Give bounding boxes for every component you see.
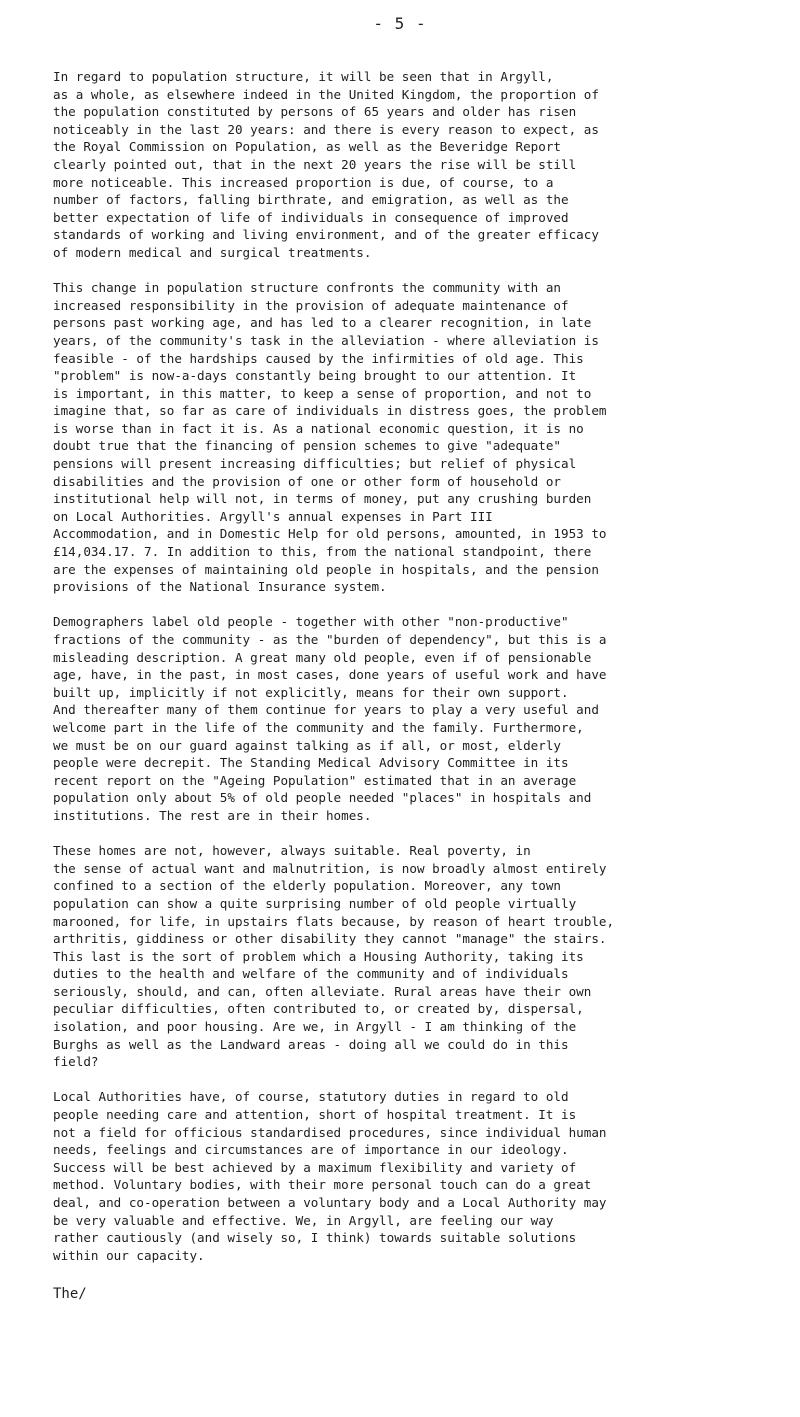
text-line: Local Authorities have, of course, statutory duties in regard to old bbox=[53, 1089, 569, 1105]
catchword: The/ bbox=[53, 1285, 87, 1302]
text-line: This change in population structure confronts the community with an bbox=[53, 280, 561, 296]
text-line: as a whole, as elsewhere indeed in the United Kingdom, the proportion of bbox=[53, 86, 599, 102]
text-line: noticeably in the last 20 years: and there is every reason to expect, as bbox=[53, 121, 599, 137]
text-line: isolation, and poor housing. Are we, in Argyll - I am thinking of the bbox=[53, 1019, 577, 1035]
text-line: Accommodation, and in Domestic Help for old persons, amounted, in 1953 to bbox=[53, 526, 607, 542]
text-line: misleading description. A great many old people, even if of pensionable bbox=[53, 649, 592, 665]
paragraph-gap bbox=[53, 262, 773, 280]
paragraph-gap bbox=[53, 825, 773, 843]
text-line: population can show a quite surprising number of old people virtually bbox=[53, 895, 577, 911]
text-line: Demographers label old people - together with other "non-productive" bbox=[53, 614, 569, 630]
text-line: more noticeable. This increased proportion is due, of course, to a bbox=[53, 174, 554, 190]
text-line: marooned, for life, in upstairs flats because, by reason of heart trouble, bbox=[53, 913, 615, 929]
page-number: - 5 - bbox=[373, 14, 427, 33]
text-line: field? bbox=[53, 1054, 99, 1070]
text-line: peculiar difficulties, often contributed to, or created by, dispersal, bbox=[53, 1001, 584, 1017]
text-line: people were decrepit. The Standing Medical Advisory Committee in its bbox=[53, 755, 569, 771]
text-line: rather cautiously (and wisely so, I think) towards suitable solutions bbox=[53, 1230, 577, 1246]
text-line: And thereafter many of them continue for years to play a very useful and bbox=[53, 702, 599, 718]
text-line: standards of working and living environment, and of the greater efficacy bbox=[53, 227, 599, 243]
text-line: be very valuable and effective. We, in Argyll, are feeling our way bbox=[53, 1212, 554, 1228]
text-line: imagine that, so far as care of individuals in distress goes, the problem bbox=[53, 403, 607, 419]
paragraph bbox=[53, 613, 773, 824]
text-line: fractions of the community - as the "burden of dependency", but this is a bbox=[53, 632, 607, 647]
text-line: within our capacity. bbox=[53, 1247, 205, 1263]
text-line: number of factors, falling birthrate, and emigration, as well as the bbox=[53, 192, 569, 208]
text-line: Success will be best achieved by a maximum flexibility and variety of bbox=[53, 1159, 577, 1175]
text-line: seriously, should, and can, often alleviate. Rural areas have their own bbox=[53, 983, 592, 999]
paragraph bbox=[53, 842, 773, 1071]
body-text bbox=[53, 68, 773, 1306]
text-line: These homes are not, however, always suitable. Real poverty, in bbox=[53, 843, 531, 859]
text-line: pensions will present increasing difficulties; but relief of physical bbox=[53, 456, 577, 472]
text-line: method. Voluntary bodies, with their more personal touch can do a great bbox=[53, 1177, 592, 1193]
text-line: better expectation of life of individuals in consequence of improved bbox=[53, 209, 569, 225]
text-line: £14,034.17. 7. In addition to this, from the national standpoint, there bbox=[53, 544, 592, 560]
text-line: of modern medical and surgical treatments. bbox=[53, 244, 372, 260]
text-line: clearly pointed out, that in the next 20 years the rise will be still bbox=[53, 156, 577, 172]
text-line: persons past working age, and has led to a clearer recognition, in late bbox=[53, 315, 592, 331]
text-line: age, have, in the past, in most cases, done years of useful work and have bbox=[53, 667, 607, 683]
paragraph-gap bbox=[53, 1264, 773, 1282]
text-line: needs, feelings and circumstances are of importance in our ideology. bbox=[53, 1142, 569, 1158]
text-line: years, of the community's task in the alleviation - where alleviation is bbox=[53, 332, 599, 348]
text-line: provisions of the National Insurance system. bbox=[53, 579, 387, 595]
text-line: is worse than in fact it is. As a national economic question, it is no bbox=[53, 420, 584, 436]
text-line: confined to a section of the elderly population. Moreover, any town bbox=[53, 878, 561, 894]
text-line: we must be on our guard against talking as if all, or most, elderly bbox=[53, 737, 561, 753]
text-line: increased responsibility in the provision of adequate maintenance of bbox=[53, 297, 569, 313]
text-line: welcome part in the life of the community and the family. Furthermore, bbox=[53, 719, 584, 735]
text-line: people needing care and attention, short of hospital treatment. It is bbox=[53, 1107, 577, 1123]
paragraph-gap bbox=[53, 1071, 773, 1089]
text-line: doubt true that the financing of pension schemes to give "adequate" bbox=[53, 438, 561, 454]
text-line: In regard to population structure, it will be seen that in Argyll, bbox=[53, 69, 554, 84]
text-line: "problem" is now-a-days constantly being brought to our attention. It bbox=[53, 368, 577, 384]
text-line: Burghs as well as the Landward areas - doing all we could do in this bbox=[53, 1036, 569, 1052]
text-line: arthritis, giddiness or other disability they cannot "manage" the stairs. bbox=[53, 931, 607, 947]
text-line: feasible - of the hardships caused by the infirmities of old age. This bbox=[53, 350, 584, 366]
paragraph-gap bbox=[53, 596, 773, 614]
text-line: population only about 5% of old people needed "places" in hospitals and bbox=[53, 790, 592, 806]
text-line: on Local Authorities. Argyll's annual expenses in Part III bbox=[53, 508, 493, 524]
text-line: are the expenses of maintaining old people in hospitals, and the pension bbox=[53, 561, 599, 577]
text-line: institutions. The rest are in their homes. bbox=[53, 807, 372, 823]
paragraph bbox=[53, 279, 773, 596]
text-line: recent report on the "Ageing Population" estimated that in an average bbox=[53, 772, 577, 788]
text-line: disabilities and the provision of one or other form of household or bbox=[53, 473, 561, 489]
text-line: the Royal Commission on Population, as well as the Beveridge Report bbox=[53, 139, 561, 155]
text-line: not a field for officious standardised procedures, since individual human bbox=[53, 1124, 607, 1140]
text-line: deal, and co-operation between a voluntary body and a Local Authority may bbox=[53, 1195, 607, 1210]
text-line: the population constituted by persons of 65 years and older has risen bbox=[53, 104, 577, 120]
text-line: duties to the health and welfare of the community and of individuals bbox=[53, 966, 569, 982]
text-line: is important, in this matter, to keep a sense of proportion, and not to bbox=[53, 385, 592, 401]
text-line: the sense of actual want and malnutrition, is now broadly almost entirely bbox=[53, 860, 607, 876]
text-line: built up, implicitly if not explicitly, means for their own support. bbox=[53, 684, 569, 700]
text-line: institutional help will not, in terms of money, put any crushing burden bbox=[53, 491, 592, 507]
paragraph bbox=[53, 68, 773, 262]
paragraph bbox=[53, 1088, 773, 1264]
text-line: This last is the sort of problem which a Housing Authority, taking its bbox=[53, 948, 584, 964]
